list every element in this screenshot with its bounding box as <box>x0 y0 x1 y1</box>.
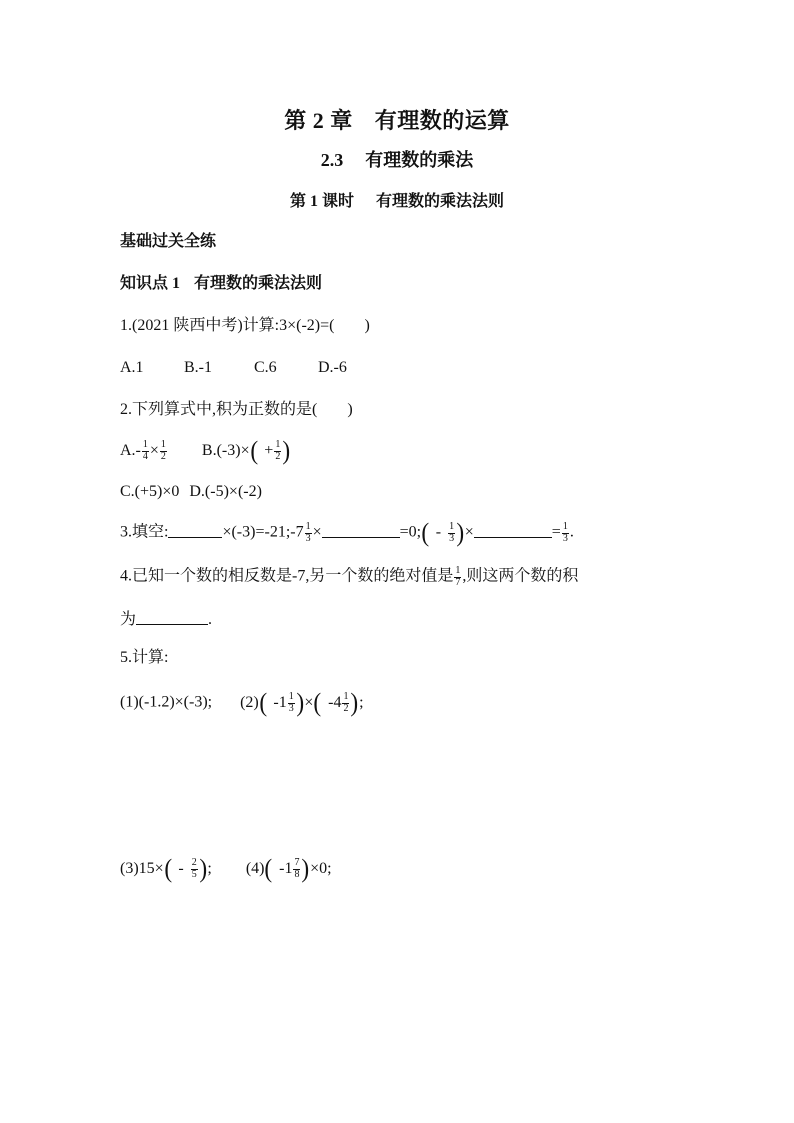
knowledge-point-title: 有理数的乘法法则 <box>194 275 323 292</box>
lesson-name: 有理数的乘法法则 <box>376 193 505 210</box>
right-paren: ) <box>296 687 304 717</box>
fraction: $\frac{1}{3}$ <box>305 521 311 544</box>
q1-option-a: A.1 <box>120 359 144 376</box>
knowledge-point-heading <box>120 276 322 292</box>
lesson-title <box>0 188 794 211</box>
fraction: $\frac{7}{8}$ <box>294 857 300 880</box>
right-paren: ) <box>350 687 359 717</box>
left-paren: ( <box>313 687 322 717</box>
question-1-stem <box>120 318 370 334</box>
question-4-line-1: 4.已知一个数的相反数是-7,另一个数的绝对值是 $\frac{1}{7}$ ,则这两个数的积 <box>120 565 579 588</box>
right-paren: ) <box>456 517 465 547</box>
q5-part-1: (1)(-1.2)×(-3); <box>120 693 213 711</box>
question-2-options-cd <box>120 484 262 500</box>
q5-part-3: (3)15×( - $\frac{2}{5}$ ); <box>120 853 212 883</box>
q2-stem-text: 2.下列算式中,积为正数的是( <box>120 401 318 418</box>
left-paren: ( <box>264 853 273 883</box>
left-paren: ( <box>259 687 267 717</box>
q1-option-d: D.-6 <box>318 359 347 376</box>
right-paren: ) <box>301 853 310 883</box>
q1-option-c: C.6 <box>254 359 277 376</box>
fraction: $\frac{1}{3}$ <box>562 521 568 544</box>
chapter-name: 有理数的运算 <box>374 108 510 133</box>
knowledge-point-label: 知识点 1 <box>120 275 181 292</box>
right-paren: ) <box>199 853 207 883</box>
question-4-line-2: 为 . <box>120 611 213 628</box>
question-1-options <box>120 360 347 376</box>
q3-prefix: 3.填空: <box>120 523 169 541</box>
fraction: $\frac{1}{4}$ <box>142 439 148 462</box>
left-paren: ( <box>164 853 172 883</box>
question-5-row-2 <box>120 853 332 883</box>
question-2-stem <box>120 402 353 418</box>
q3-blank-3[interactable] <box>474 523 552 538</box>
question-3: 3.填空: ×(-3)=-21;-7 $\frac{1}{3}$ × =0;( - $\frac{1}{3}$ )× = $\frac{1}{3}$ . <box>120 517 574 547</box>
q1-stem-text: 1.(2021 陕西中考)计算:3×(-2)=( <box>120 317 335 334</box>
fraction: $\frac{1}{2}$ <box>275 439 281 462</box>
q5-part-4: (4)( -1 $\frac{7}{8}$ )×0; <box>245 853 332 883</box>
q4-blank[interactable] <box>136 610 208 625</box>
q2-option-c: C.(+5)×0 <box>120 483 180 500</box>
q5-part-2: (2)( -1 $\frac{1}{3}$ )×( -4 $\frac{1}{2}$ ); <box>240 687 364 717</box>
right-paren: ) <box>282 435 291 465</box>
lesson-number: 第 1 课时 <box>289 193 354 210</box>
question-2-options-ab <box>120 435 291 465</box>
fraction: $\frac{1}{3}$ <box>288 691 294 714</box>
section-title <box>0 146 794 172</box>
left-paren: ( <box>250 435 258 465</box>
question-5-stem: 5.计算: <box>120 649 169 666</box>
fraction: $\frac{2}{5}$ <box>191 857 197 880</box>
chapter-number: 第 2 章 <box>284 108 353 133</box>
q3-blank-1[interactable] <box>168 523 222 538</box>
q2-option-b: B.(-3)×( + $\frac{1}{2}$ ) <box>201 435 291 465</box>
q3-blank-2[interactable] <box>322 523 400 538</box>
section-name: 有理数的乘法 <box>365 150 474 170</box>
q1-close-paren: ) <box>364 317 370 334</box>
q2-option-a: A.- $\frac{1}{4}$ × $\frac{1}{2}$ <box>120 439 166 462</box>
fraction: $\frac{1}{7}$ <box>455 565 461 588</box>
q2-option-d: D.(-5)×(-2) <box>189 483 262 500</box>
part-heading: 基础过关全练 <box>120 233 217 250</box>
fraction: $\frac{1}{2}$ <box>160 439 166 462</box>
q2-close-paren: ) <box>347 401 353 418</box>
fraction: $\frac{1}{2}$ <box>343 691 349 714</box>
q1-option-b: B.-1 <box>184 359 212 376</box>
left-paren: ( <box>421 517 430 547</box>
fraction: $\frac{1}{3}$ <box>449 521 455 544</box>
chapter-title <box>0 104 794 135</box>
question-5-row-1 <box>120 687 364 717</box>
section-number: 2.3 <box>320 150 344 170</box>
